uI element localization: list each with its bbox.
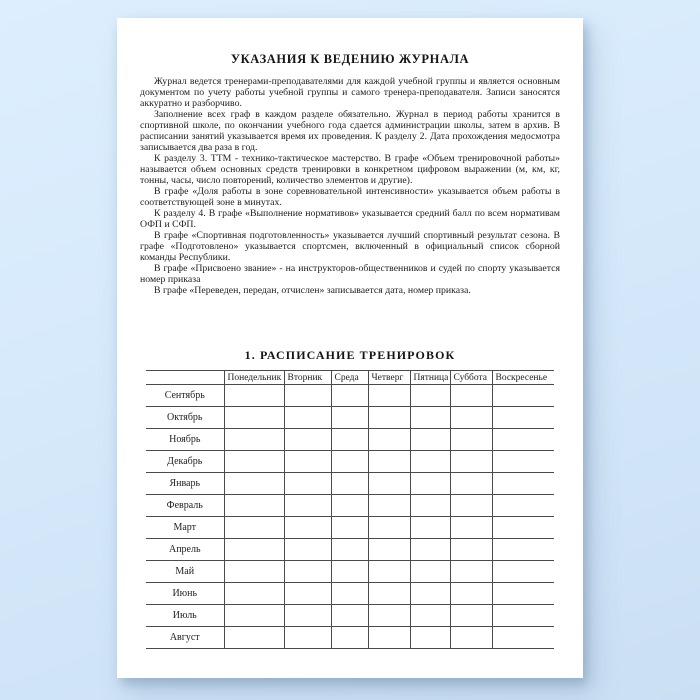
month-cell: Ноябрь	[146, 429, 224, 451]
schedule-cell	[410, 583, 450, 605]
schedule-cell	[368, 561, 410, 583]
schedule-cell	[410, 539, 450, 561]
table-row	[146, 495, 554, 517]
month-cell: Август	[146, 627, 224, 649]
schedule-cell	[410, 407, 450, 429]
schedule-cell	[450, 385, 492, 407]
schedule-cell	[331, 473, 368, 495]
schedule-cell	[284, 561, 331, 583]
schedule-cell	[368, 583, 410, 605]
schedule-cell	[410, 495, 450, 517]
schedule-cell	[450, 495, 492, 517]
paragraph: В графе «Доля работы в зоне соревновательной интенсивности» указывается объем работы в соответствующей зоне в минутах.	[140, 186, 560, 208]
schedule-cell	[331, 583, 368, 605]
schedule-cell	[224, 583, 284, 605]
schedule-cell	[492, 473, 554, 495]
table-row	[146, 407, 554, 429]
paragraph: К разделу 4. В графе «Выполнение нормативов» указывается средний балл по всем нормативам ОФП и СФП.	[140, 208, 560, 230]
table-row	[146, 539, 554, 561]
paragraph: В графе «Присвоено звание» - на инструкторов-общественников и судей по спорту указывается номер приказа	[140, 263, 560, 285]
schedule-cell	[331, 517, 368, 539]
schedule-cell	[450, 627, 492, 649]
table-row	[146, 627, 554, 649]
schedule-cell	[331, 495, 368, 517]
schedule-cell	[450, 583, 492, 605]
month-cell: Июль	[146, 605, 224, 627]
paragraph: К разделу 3. ТТМ - технико-тактическое мастерство. В графе «Объем тренировочной работы» называется объем основных средств тренировки в конкретном цифровом выражении (м, км, кг, тонны, часы, число повторений, количество элементов и другие).	[140, 153, 560, 186]
schedule-cell	[224, 429, 284, 451]
schedule-cell	[331, 539, 368, 561]
header-row	[146, 371, 554, 385]
schedule-cell	[450, 605, 492, 627]
schedule-cell	[450, 561, 492, 583]
schedule-cell	[331, 605, 368, 627]
schedule-table	[146, 370, 554, 649]
schedule-cell	[224, 539, 284, 561]
table-row	[146, 517, 554, 539]
schedule-cell	[284, 539, 331, 561]
schedule-cell	[368, 451, 410, 473]
schedule-cell	[450, 517, 492, 539]
day-header-cell: Вторник	[284, 371, 331, 385]
table-row	[146, 451, 554, 473]
schedule-cell	[410, 429, 450, 451]
instructions-text	[140, 76, 560, 296]
schedule-cell	[450, 451, 492, 473]
schedule-cell	[224, 407, 284, 429]
schedule-cell	[492, 605, 554, 627]
paragraph: Журнал ведется тренерами-преподавателями для каждой учебной группы и является основным документом по учету работы учебной группы и самого тренера-преподавателя. Записи заносятся аккуратно и разборчиво.	[140, 76, 560, 109]
schedule-cell	[331, 451, 368, 473]
schedule-cell	[492, 627, 554, 649]
schedule-cell	[331, 627, 368, 649]
schedule-cell	[284, 517, 331, 539]
schedule-cell	[368, 407, 410, 429]
schedule-cell	[410, 517, 450, 539]
month-cell: Сентябрь	[146, 385, 224, 407]
schedule-cell	[368, 517, 410, 539]
schedule-cell	[492, 583, 554, 605]
section-title: 1. РАСПИСАНИЕ ТРЕНИРОВОК	[244, 348, 456, 362]
month-cell: Декабрь	[146, 451, 224, 473]
schedule-cell	[492, 495, 554, 517]
paragraph: В графе «Спортивная подготовленность» указывается лучший спортивный результат сезона. В графе «Подготовлено» указывается спортсмен, включенный в официальный список сборной команды Республики.	[140, 230, 560, 263]
schedule-table-container	[146, 370, 554, 649]
schedule-cell	[368, 429, 410, 451]
schedule-cell	[331, 561, 368, 583]
schedule-cell	[450, 539, 492, 561]
schedule-cell	[331, 385, 368, 407]
schedule-cell	[410, 561, 450, 583]
schedule-cell	[368, 495, 410, 517]
table-row	[146, 583, 554, 605]
schedule-cell	[224, 561, 284, 583]
day-header-cell: Воскресенье	[492, 371, 554, 385]
schedule-cell	[284, 385, 331, 407]
corner-cell	[146, 371, 224, 385]
month-cell: Апрель	[146, 539, 224, 561]
schedule-cell	[224, 605, 284, 627]
schedule-cell	[410, 605, 450, 627]
schedule-cell	[368, 627, 410, 649]
schedule-cell	[284, 495, 331, 517]
day-header-cell: Суббота	[450, 371, 492, 385]
schedule-cell	[368, 605, 410, 627]
schedule-cell	[492, 539, 554, 561]
schedule-cell	[450, 473, 492, 495]
schedule-cell	[224, 473, 284, 495]
schedule-table-head	[146, 371, 554, 385]
table-row	[146, 605, 554, 627]
schedule-cell	[410, 451, 450, 473]
schedule-cell	[492, 451, 554, 473]
day-header-cell: Понедельник	[224, 371, 284, 385]
schedule-cell	[492, 385, 554, 407]
schedule-cell	[224, 627, 284, 649]
schedule-cell	[224, 495, 284, 517]
schedule-cell	[492, 407, 554, 429]
schedule-cell	[492, 561, 554, 583]
paragraph: Заполнение всех граф в каждом разделе обязательно. Журнал в период работы хранится в спортивной школе, по окончании учебного года сдается администрации школы, затем в архив. В расписании занятий указывается время их проведения. К разделу 2. Дата прохождения медосмотра записывается два раза в год.	[140, 109, 560, 153]
paragraph: В графе «Переведен, передан, отчислен» записывается дата, номер приказа.	[154, 285, 471, 296]
schedule-cell	[284, 407, 331, 429]
day-header-cell: Четверг	[368, 371, 410, 385]
schedule-table-body	[146, 385, 554, 649]
schedule-cell	[224, 517, 284, 539]
schedule-cell	[284, 451, 331, 473]
month-cell: Февраль	[146, 495, 224, 517]
schedule-cell	[224, 385, 284, 407]
schedule-cell	[492, 517, 554, 539]
schedule-cell	[410, 473, 450, 495]
schedule-cell	[331, 429, 368, 451]
table-row	[146, 385, 554, 407]
schedule-cell	[224, 451, 284, 473]
schedule-cell	[410, 627, 450, 649]
schedule-cell	[368, 473, 410, 495]
schedule-cell	[450, 429, 492, 451]
table-row	[146, 473, 554, 495]
day-header-cell: Среда	[331, 371, 368, 385]
table-row	[146, 429, 554, 451]
page-title: УКАЗАНИЯ К ВЕДЕНИЮ ЖУРНАЛА	[230, 52, 470, 66]
schedule-cell	[492, 429, 554, 451]
document-page	[117, 18, 583, 678]
schedule-cell	[368, 539, 410, 561]
month-cell: Май	[146, 561, 224, 583]
table-row	[146, 561, 554, 583]
month-cell: Июнь	[146, 583, 224, 605]
schedule-cell	[284, 605, 331, 627]
schedule-cell	[284, 583, 331, 605]
schedule-cell	[450, 407, 492, 429]
month-cell: Март	[146, 517, 224, 539]
schedule-cell	[284, 627, 331, 649]
schedule-cell	[368, 385, 410, 407]
month-cell: Октябрь	[146, 407, 224, 429]
schedule-cell	[331, 407, 368, 429]
month-cell: Январь	[146, 473, 224, 495]
day-header-cell: Пятница	[410, 371, 450, 385]
schedule-cell	[284, 429, 331, 451]
schedule-cell	[410, 385, 450, 407]
schedule-cell	[284, 473, 331, 495]
